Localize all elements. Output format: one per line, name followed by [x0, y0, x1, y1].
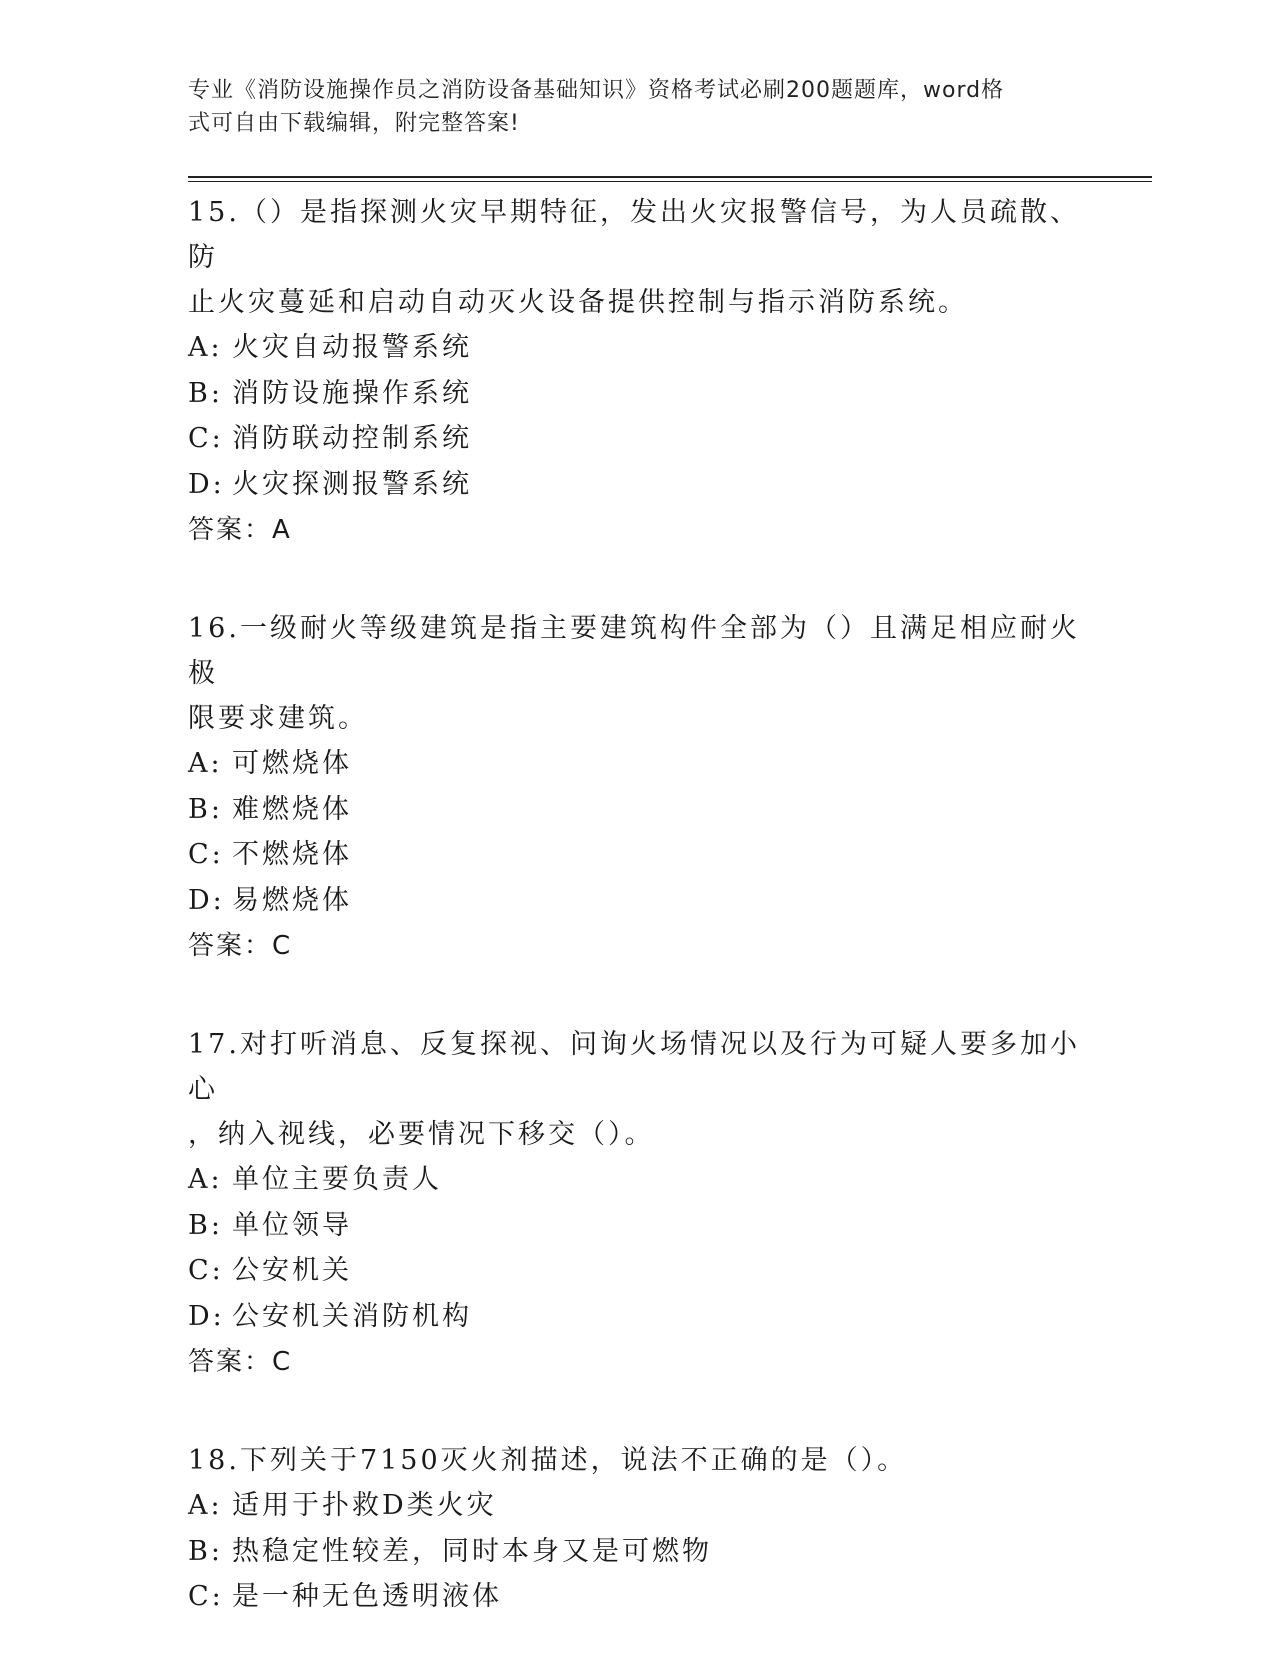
question-text-line: 止火灾蔓延和启动自动灭火设备提供控制与指示消防系统。: [188, 287, 968, 318]
option-key: A:: [188, 332, 223, 363]
option-text: 难燃烧体: [232, 793, 352, 825]
option-text: 公安机关: [232, 1255, 352, 1286]
option-b: [188, 371, 1088, 417]
answer-line: [188, 923, 1088, 969]
option-text: 易燃烧体: [232, 884, 352, 916]
option-key: C:: [188, 423, 224, 454]
question-text-line: 限要求建筑。: [188, 703, 368, 734]
question-text-line: 16.一级耐火等级建筑是指主要建筑构件全部为（）且满足相应耐火极: [188, 613, 1080, 689]
option-c: [188, 1248, 1088, 1294]
option-text: 可燃烧体: [232, 748, 352, 779]
option-text: 是一种无色透明液体: [232, 1581, 502, 1612]
answer-label: 答案：: [188, 1347, 273, 1377]
option-text: 火灾探测报警系统: [232, 468, 472, 500]
option-a: [188, 741, 1088, 787]
answer-value: A: [272, 515, 292, 545]
option-d: [188, 1294, 1088, 1340]
option-text: 适用于扑救D类火灾: [232, 1490, 497, 1521]
option-key: C:: [188, 1581, 224, 1612]
option-b: [188, 787, 1088, 833]
question-16: [188, 606, 1088, 969]
option-b: [188, 1529, 1088, 1575]
option-key: B:: [188, 377, 223, 409]
option-d: [188, 878, 1088, 924]
question-15: [188, 190, 1088, 553]
option-b: [188, 1203, 1088, 1249]
question-17: [188, 1022, 1088, 1385]
option-key: C:: [188, 839, 224, 870]
option-c: [188, 832, 1088, 878]
option-a: [188, 325, 1088, 371]
question-text-line: 15.（）是指探测火灾早期特征，发出火灾报警信号，为人员疏散、防: [188, 197, 1080, 273]
option-key: B:: [188, 793, 223, 825]
answer-label: 答案：: [188, 515, 273, 545]
question-text-line: 18.下列关于7150灭火剂描述，说法不正确的是（）。: [188, 1445, 908, 1476]
document-header: [188, 74, 1068, 140]
option-key: B:: [188, 1209, 223, 1241]
option-text: 消防联动控制系统: [232, 423, 472, 454]
option-key: D:: [188, 1300, 225, 1332]
header-line-2: 式可自由下载编辑，附完整答案!: [188, 111, 520, 136]
option-key: D:: [188, 884, 225, 916]
question-list: [188, 190, 1088, 1673]
option-key: A:: [188, 748, 223, 779]
header-line-1: 专业《消防设施操作员之消防设备基础知识》资格考试必刷200题题库，word格: [188, 78, 1005, 103]
answer-value: C: [272, 1347, 293, 1377]
option-a: [188, 1157, 1088, 1203]
answer-line: [188, 1339, 1088, 1385]
header-divider-thin: [188, 181, 1152, 182]
option-key: D:: [188, 468, 225, 500]
option-c: [188, 1574, 1088, 1620]
question-text-line: 17.对打听消息、反复探视、问询火场情况以及行为可疑人要多加小心: [188, 1029, 1080, 1105]
option-key: A:: [188, 1490, 223, 1521]
option-text: 公安机关消防机构: [232, 1300, 472, 1332]
option-text: 消防设施操作系统: [232, 377, 472, 409]
option-a: [188, 1483, 1088, 1529]
question-text-line: ，纳入视线，必要情况下移交（）。: [188, 1119, 655, 1150]
answer-line: [188, 507, 1088, 553]
option-text: 不燃烧体: [232, 839, 352, 870]
option-text: 火灾自动报警系统: [232, 332, 472, 363]
option-key: A:: [188, 1164, 223, 1195]
header-divider: [188, 176, 1152, 178]
option-d: [188, 462, 1088, 508]
option-key: B:: [188, 1535, 223, 1567]
option-text: 单位领导: [232, 1209, 352, 1241]
option-text: 热稳定性较差，同时本身又是可燃物: [232, 1535, 712, 1567]
question-18: [188, 1438, 1088, 1620]
answer-label: 答案：: [188, 931, 273, 961]
option-key: C:: [188, 1255, 224, 1286]
option-text: 单位主要负责人: [232, 1164, 442, 1195]
answer-value: C: [272, 931, 293, 961]
option-c: [188, 416, 1088, 462]
